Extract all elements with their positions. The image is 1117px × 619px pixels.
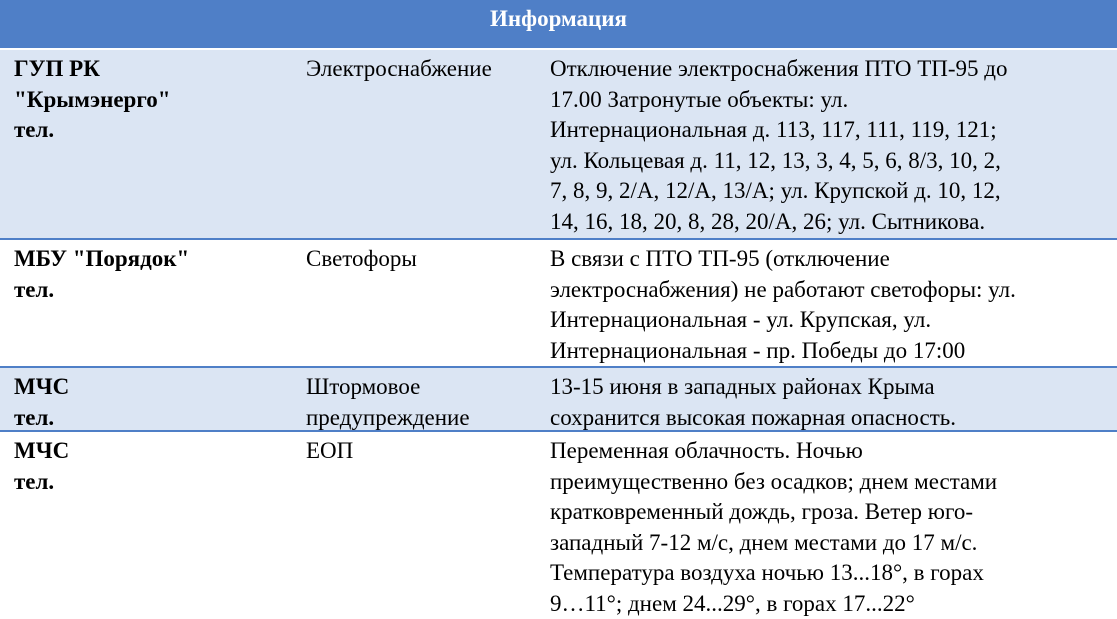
info-line: ул. Кольцевая д. 11, 12, 13, 3, 4, 5, 6, 8/3, 10, 2, (550, 146, 1103, 177)
info-line: В связи с ПТО ТП-95 (отключение (550, 244, 1103, 275)
org-cell (0, 50, 292, 238)
org-line: тел. (14, 403, 292, 434)
category-cell (292, 240, 536, 366)
org-line: тел. (14, 467, 292, 498)
org-cell (0, 240, 292, 366)
info-line: Температура воздуха ночью 13...18°, в горах (550, 558, 1103, 589)
info-line: сохранится высокая пожарная опасность. (550, 403, 1103, 434)
category-cell (292, 50, 536, 238)
category-cell (292, 368, 536, 430)
info-cell (536, 432, 1117, 617)
info-line: 13-15 июня в западных районах Крыма (550, 372, 1103, 403)
info-line: 17.00 Затронутые объекты: ул. (550, 85, 1103, 116)
info-line: электроснабжения) не работают светофоры: ул. (550, 275, 1103, 306)
table-row (0, 240, 1117, 368)
org-cell (0, 368, 292, 430)
info-line: кратковременный дождь, гроза. Ветер юго- (550, 497, 1103, 528)
info-line: западный 7-12 м/с, днем местами до 17 м/с. (550, 528, 1103, 559)
org-line: ГУП РК (14, 54, 292, 85)
info-line: 7, 8, 9, 2/А, 12/А, 13/А; ул. Крупской д. 10, 12, (550, 176, 1103, 207)
category-line: предупреждение (306, 403, 536, 434)
info-line: Интернациональная - ул. Крупская, ул. (550, 305, 1103, 336)
info-line: 9…11°; днем 24...29°, в горах 17...22° (550, 589, 1103, 619)
org-line: тел. (14, 275, 292, 306)
info-cell (536, 50, 1117, 238)
info-cell (536, 240, 1117, 366)
table-row (0, 368, 1117, 432)
category-line: ЕОП (306, 436, 536, 467)
info-line: 14, 16, 18, 20, 8, 28, 20/А, 26; ул. Сытникова. (550, 207, 1103, 238)
table-row (0, 50, 1117, 240)
info-line: Интернациональная д. 113, 117, 111, 119, 121; (550, 115, 1103, 146)
category-line: Электроснабжение (306, 54, 536, 85)
table-row (0, 432, 1117, 617)
org-line: "Крымэнерго" (14, 85, 292, 116)
info-line: преимущественно без осадков; днем местами (550, 467, 1103, 498)
table-header: Информация (0, 0, 1117, 50)
category-line: Штормовое (306, 372, 536, 403)
info-line: Переменная облачность. Ночью (550, 436, 1103, 467)
org-line: тел. (14, 115, 292, 146)
org-line: МЧС (14, 372, 292, 403)
org-line: МБУ "Порядок" (14, 244, 292, 275)
category-line: Светофоры (306, 244, 536, 275)
category-cell (292, 432, 536, 617)
info-cell (536, 368, 1117, 430)
org-line: МЧС (14, 436, 292, 467)
info-line: Отключение электроснабжения ПТО ТП-95 до (550, 54, 1103, 85)
info-line: Интернациональная - пр. Победы до 17:00 (550, 336, 1103, 367)
org-cell (0, 432, 292, 617)
